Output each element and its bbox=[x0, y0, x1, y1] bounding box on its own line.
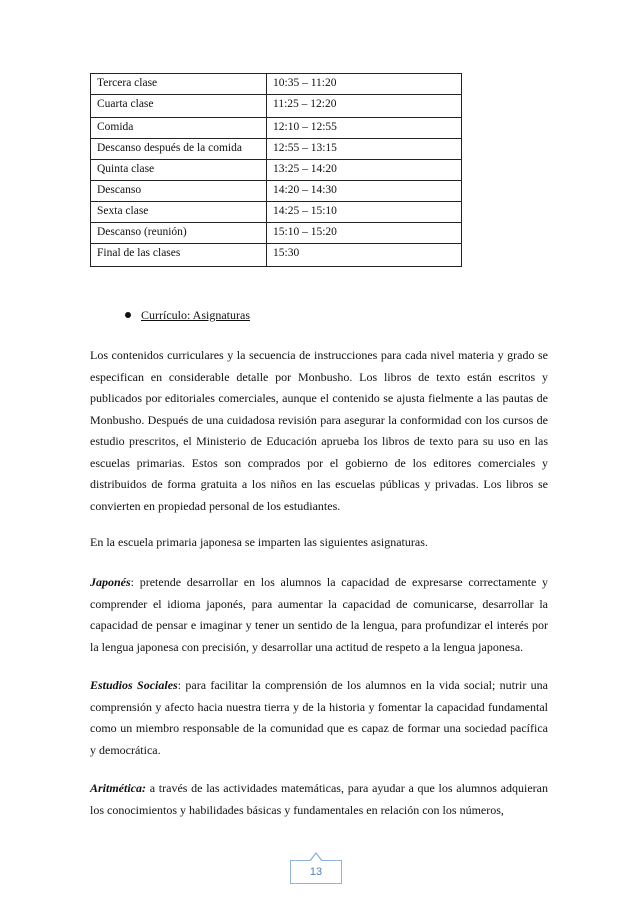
page-number-box bbox=[290, 860, 342, 884]
table-row bbox=[91, 160, 462, 181]
activity-cell: Comida bbox=[91, 118, 267, 139]
table-row bbox=[91, 244, 462, 267]
time-cell: 15:10 – 15:20 bbox=[267, 223, 462, 244]
subjects-intro: En la escuela primaria japonesa se imparten las siguientes asignaturas. bbox=[90, 535, 428, 549]
table-row bbox=[91, 223, 462, 244]
time-cell: 10:35 – 11:20 bbox=[267, 74, 462, 95]
section-bullet bbox=[125, 308, 250, 323]
table-row bbox=[91, 181, 462, 202]
japones-term: Japonés bbox=[90, 575, 131, 589]
sociales-term: Estudios Sociales bbox=[90, 678, 178, 692]
activity-cell: Descanso bbox=[91, 181, 267, 202]
japones-text: : pretende desarrollar en los alumnos la capacidad de expresarse correctamente y comprender el idioma japonés, para aumentar la capacidad de comunicarse, desarrollar la capacidad de pensar e imaginar y tener un sentido de la lengua, para profundizar el interés por la lengua japonesa con precisión, y desarrollar una actitud de respeto a la lengua japonesa. bbox=[90, 575, 548, 654]
activity-cell: Sexta clase bbox=[91, 202, 267, 223]
japones-paragraph bbox=[90, 572, 548, 658]
time-cell: 15:30 bbox=[267, 244, 462, 267]
activity-cell: Tercera clase bbox=[91, 74, 267, 95]
table-row bbox=[91, 139, 462, 160]
aritmetica-text: a través de las actividades matemáticas, para ayudar a que los alumnos adquieran los conocimientos y habilidades básicas y fundamentales en relación con los números, bbox=[90, 781, 548, 817]
schedule-table bbox=[90, 73, 462, 267]
sociales-text: : para facilitar la comprensión de los alumnos en la vida social; nutrir una comprensión y afecto hacia nuestra tierra y de la historia y fomentar la capacidad fundamental como un miembro responsable de la comunidad que es capaz de formar una sociedad pacífica y democrática. bbox=[90, 678, 549, 757]
activity-cell: Final de las clases bbox=[91, 244, 267, 267]
table-row bbox=[91, 202, 462, 223]
activity-cell: Quinta clase bbox=[91, 160, 267, 181]
time-cell: 14:20 – 14:30 bbox=[267, 181, 462, 202]
curriculum-paragraph: Los contenidos curriculares y la secuencia de instrucciones para cada nivel materia y grado se especifican en considerable detalle por Monbusho. Los libros de texto están escritos y publicados por editoriales comerciales, aunque el contenido se ajusta fielmente a las pautas de Monbusho. Después de una cuidadosa revisión para asegurar la conformidad con los cursos de estudio prescritos, el Ministerio de Educación aprueba los libros de texto para su uso en las escuelas primarias. Estos son comprados por el gobierno de los editores comerciales y distribuidos de forma gratuita a los niños en las escuelas públicas y privadas. Los libros se convierten en propiedad personal de los estudiantes. bbox=[90, 348, 548, 513]
aritmetica-paragraph bbox=[90, 778, 548, 821]
time-cell: 14:25 – 15:10 bbox=[267, 202, 462, 223]
bullet-icon bbox=[125, 312, 131, 318]
time-cell: 12:10 – 12:55 bbox=[267, 118, 462, 139]
sociales-paragraph bbox=[90, 675, 548, 761]
time-cell: 11:25 – 12:20 bbox=[267, 95, 462, 118]
page-number: 13 bbox=[309, 866, 323, 878]
time-cell: 12:55 – 13:15 bbox=[267, 139, 462, 160]
activity-cell: Cuarta clase bbox=[91, 95, 267, 118]
table-row bbox=[91, 118, 462, 139]
aritmetica-term: Aritmética: bbox=[90, 781, 146, 795]
table-row bbox=[91, 74, 462, 95]
table-row bbox=[91, 95, 462, 118]
section-heading: Currículo: Asignaturas bbox=[141, 308, 250, 322]
time-cell: 13:25 – 14:20 bbox=[267, 160, 462, 181]
activity-cell: Descanso después de la comida bbox=[91, 139, 267, 160]
activity-cell: Descanso (reunión) bbox=[91, 223, 267, 244]
